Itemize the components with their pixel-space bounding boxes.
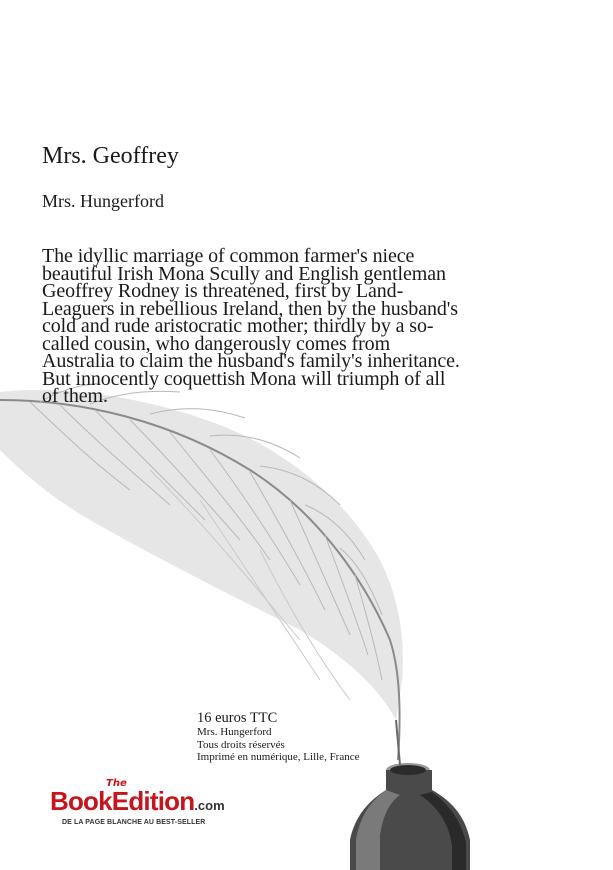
imprint-printed: Imprimé en numérique, Lille, France [197, 751, 360, 763]
logo-tagline: DE LA PAGE BLANCHE AU BEST-SELLER [62, 819, 206, 826]
imprint-rights: Tous droits réservés [197, 738, 285, 751]
logo-brand [50, 786, 225, 817]
book-title: Mrs. Geoffrey [42, 143, 179, 169]
price: 16 euros TTC [197, 710, 278, 726]
book-author: Mrs. Hungerford [42, 191, 164, 211]
imprint-author: Mrs. Hungerford [197, 726, 272, 738]
logo-dotcom: .com [194, 798, 225, 813]
logo-brand-name: BookEdition [50, 786, 195, 816]
book-blurb: The idyllic marriage of common farmer's niece beautiful Irish Mona Scully and English gentleman Geoffrey Rodney is threatened, first by Land-Leaguers in rebellious Ireland, then by the husband's cold and rude aristocratic mother; thirdly by a so-called cousin, who dangerously comes from Australia to claim the husband's family's inheritance. But innocently coquettish Mona will triumph of all of them. [42, 245, 460, 407]
imprint-block [197, 710, 360, 764]
logo-the: The [106, 778, 127, 789]
